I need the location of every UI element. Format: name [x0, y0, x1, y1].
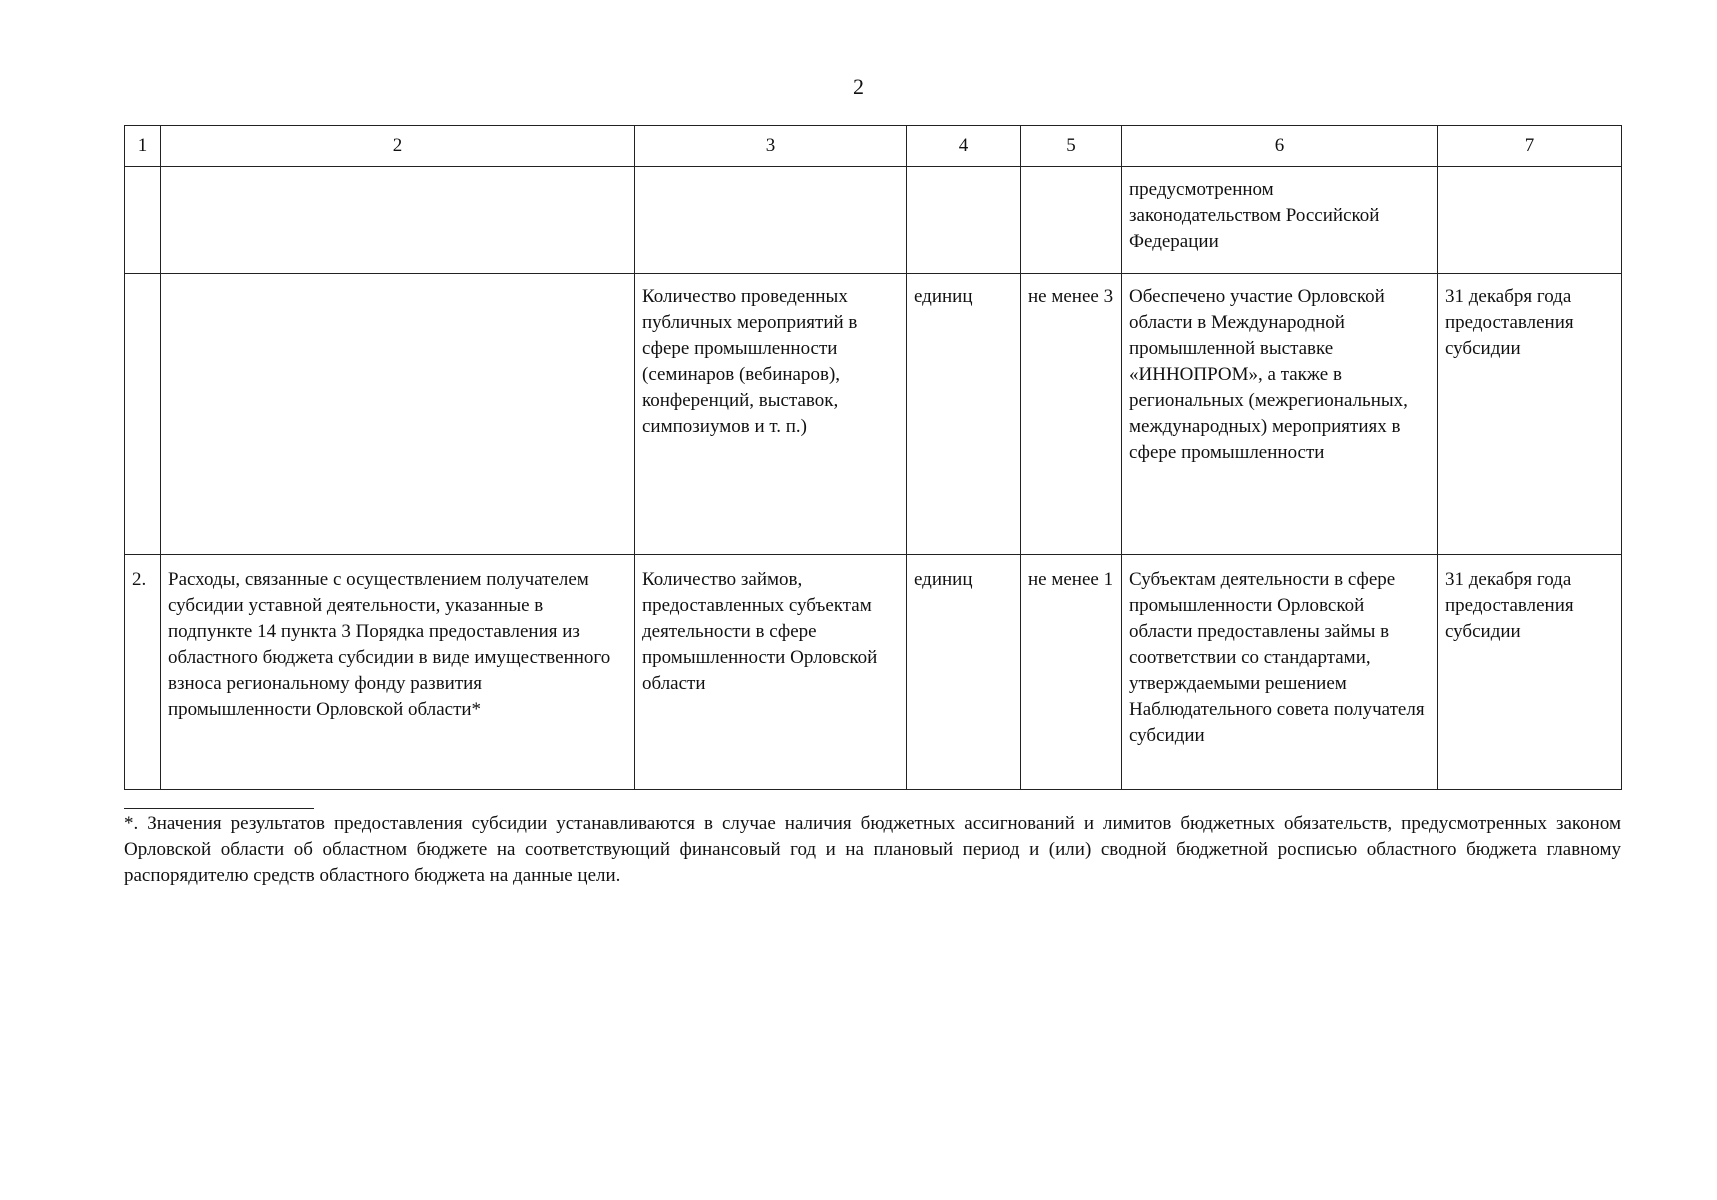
footnote-text: *. Значения результатов предоставления субсидии устанавливаются в случае наличия бюджетных ассигнований и лимитов бюджетных обязательств, предусмотренных законом Орловской области об областном бюджете на соответствующий финансовый год и на плановый период и (или) сводной бюджетной росписью областного бюджета главному распорядителю средств областного бюджета на данные цели.: [124, 813, 1621, 886]
deadline-cell: [1438, 167, 1622, 274]
row-number-cell: 2.: [125, 555, 161, 790]
unit-cell: единиц: [907, 555, 1021, 790]
header-col-5: 5: [1021, 126, 1122, 167]
table-row: [125, 274, 1622, 555]
value-cell: [1021, 167, 1122, 274]
results-table: [124, 125, 1622, 790]
table-row: [125, 167, 1622, 274]
value-cell: не менее 1: [1021, 555, 1122, 790]
table-row: [125, 555, 1622, 790]
footnote-divider: [124, 808, 314, 809]
page-number: 2: [853, 74, 864, 99]
expense-cell: [161, 274, 635, 555]
unit-cell: [907, 167, 1021, 274]
header-col-3: 3: [635, 126, 907, 167]
header-col-2: 2: [161, 126, 635, 167]
table-header-row: [125, 126, 1622, 167]
header-col-7: 7: [1438, 126, 1622, 167]
expense-cell: [161, 167, 635, 274]
row-number-cell: [125, 274, 161, 555]
indicator-cell: [635, 167, 907, 274]
result-cell: Обеспечено участие Орловской области в Международной промышленной выставке «ИННОПРОМ», а также в региональных (межрегиональных, международных) мероприятиях в сфере промышленности: [1122, 274, 1438, 555]
deadline-cell: 31 декабря года предоставления субсидии: [1438, 555, 1622, 790]
value-cell: не менее 3: [1021, 274, 1122, 555]
header-col-6: 6: [1122, 126, 1438, 167]
header-col-4: 4: [907, 126, 1021, 167]
unit-cell: единиц: [907, 274, 1021, 555]
deadline-cell: 31 декабря года предоставления субсидии: [1438, 274, 1622, 555]
result-cell: предусмотренном законодательством Российской Федерации: [1122, 167, 1438, 274]
indicator-cell: Количество займов, предоставленных субъектам деятельности в сфере промышленности Орловской области: [635, 555, 907, 790]
header-col-1: 1: [125, 126, 161, 167]
row-number-cell: [125, 167, 161, 274]
expense-cell: Расходы, связанные с осуществлением получателем субсидии уставной деятельности, указанные в подпункте 14 пункта 3 Порядка предоставления из областного бюджета субсидии в виде имущественного взноса региональному фонду развития промышленности Орловской области*: [161, 555, 635, 790]
result-cell: Субъектам деятельности в сфере промышленности Орловской области предоставлены займы в соответствии со стандартами, утверждаемыми решением Наблюдательного совета получателя субсидии: [1122, 555, 1438, 790]
indicator-cell: Количество проведенных публичных мероприятий в сфере промышленности (семинаров (вебинаров), конференций, выставок, симпозиумов и т. п.): [635, 274, 907, 555]
